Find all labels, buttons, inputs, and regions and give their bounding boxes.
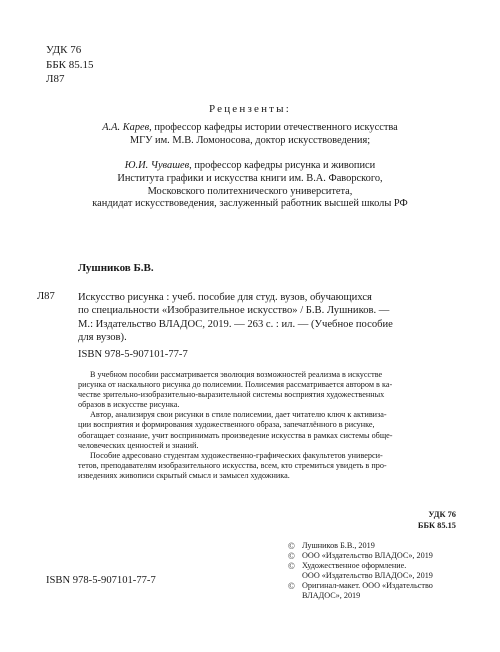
copyright-item: © Лушников Б.В., 2019 xyxy=(288,541,375,551)
isbn-bottom: ISBN 978-5-907101-77-7 xyxy=(46,575,156,586)
biblio-line: для вузов). xyxy=(78,331,127,343)
copyright-item: © Художественное оформление. xyxy=(288,561,407,572)
reviewer-second xyxy=(30,160,470,211)
biblio-line: М.: Издательство ВЛАДОС, 2019. — 263 с. : ил. — (Учебное пособие xyxy=(78,318,393,330)
bbk-code: ББК 85.15 xyxy=(46,58,94,71)
reviewer-second-position: , профессор кафедры рисунка и живописи xyxy=(189,160,376,171)
copyright-notices: © Лушников Б.В., 2019 © ООО «Издательство ВЛАДОС», 2019 © Художественное оформление. ООО «Издательство ВЛАДОС», 2019 © Оригинал-макет. ООО «Издательство ВЛАДОС», 2019 xyxy=(288,541,433,601)
copyright-item: © Оригинал-макет. ООО «Издательство xyxy=(288,581,433,592)
bibliographic-description xyxy=(78,291,458,344)
book-author: Лушников Б.В. xyxy=(78,262,154,274)
udc-code: УДК 76 xyxy=(46,44,82,56)
reviewer-second-affiliation-2: Московского политехнического университета, xyxy=(147,185,353,197)
copyright-symbol: © xyxy=(288,541,295,551)
reviewer-first-name: А.А. Карев xyxy=(102,122,150,133)
abstract-paragraph-1: В учебном пособии рассматривается эволюция возможностей реализма в искусстве рисунка от наскального рисунка до полисемии. Полисемия рассматривается автором в ка- честве зрительно-изобразительно-выразительной системы восприятия художественных образов в искусстве рисунка. xyxy=(78,370,393,410)
biblio-line: по специальности «Изобразительное искусство» / Б.В. Лушников. — xyxy=(78,305,390,317)
isbn-top: ISBN 978-5-907101-77-7 xyxy=(78,349,188,360)
abstract xyxy=(78,370,456,481)
reviewer-first xyxy=(30,122,470,148)
copyright-item: © ООО «Издательство ВЛАДОС», 2019 xyxy=(288,551,433,562)
classification-block xyxy=(46,43,93,87)
reviewer-second-name: Ю.И. Чувашев xyxy=(124,160,190,171)
reviewer-second-affiliation-1: Института графики и искусства книги им. В.А. Фаворского, xyxy=(117,172,383,184)
copyright-symbol: © xyxy=(288,561,295,572)
reviewer-second-degree: кандидат искусствоведения, заслуженный работник высшей школы РФ xyxy=(92,198,408,210)
library-code: Л87 xyxy=(37,291,55,302)
copyright-symbol: © xyxy=(288,551,295,562)
reviewers-title: Рецензенты: xyxy=(208,103,292,115)
biblio-line: Искусство рисунка : учеб. пособие для студ. вузов, обучающихся xyxy=(78,292,372,303)
udc-code-right: УДК 76 xyxy=(428,510,456,519)
author-mark: Л87 xyxy=(46,73,65,85)
reviewer-first-affiliation: МГУ им. М.В. Ломоносова, доктор искусствоведения; xyxy=(129,134,371,146)
reviewer-first-position: , профессор кафедры истории отечественного искусства xyxy=(149,122,398,133)
copyright-symbol: © xyxy=(288,581,295,592)
abstract-paragraph-3: Пособие адресовано студентам художественно-графических факультетов универси- тетов, преподавателям изобразительного искусства, всем, кто стремиться увидеть в про- изведениях живописи скрытый смысл и замысел художника. xyxy=(78,450,387,480)
classification-right xyxy=(418,510,456,531)
bbk-code-right: ББК 85.15 xyxy=(417,520,456,530)
abstract-paragraph-2: Автор, анализируя свои рисунки в стиле полисемии, дает читателю ключ к активиза- ции восприятия и формирования художественного образа, запечатлённого в рисунке, обогащает сознание, учит воспринимать произведение искусства в рамках системы обще- человеческих ценностей и знаний. xyxy=(78,410,393,450)
